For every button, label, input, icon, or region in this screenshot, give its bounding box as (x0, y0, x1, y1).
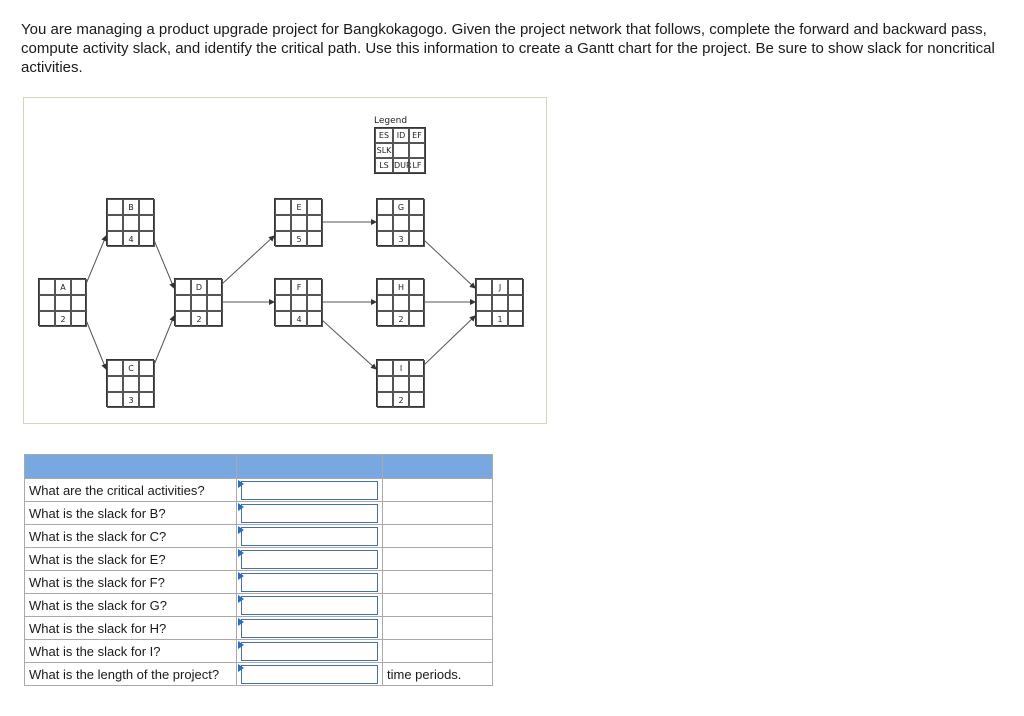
edge-a-b (86, 236, 106, 284)
node-cell (377, 279, 393, 295)
legend-cell: SLK (375, 143, 393, 158)
node-cell (107, 376, 123, 392)
answer-cell (237, 617, 383, 640)
node-cell (123, 376, 139, 392)
table-row (25, 479, 493, 502)
table-row (25, 663, 493, 686)
edge-i-j (424, 316, 475, 365)
legend-cell: LF (409, 158, 425, 173)
node-cell (275, 231, 291, 247)
activity-node-e (274, 198, 322, 246)
dropdown-marker-icon (238, 572, 244, 580)
answer-cell (237, 502, 383, 525)
node-cell (139, 376, 155, 392)
node-cell (275, 311, 291, 327)
node-cell (409, 376, 425, 392)
header-cell (237, 455, 383, 479)
answer-input[interactable] (241, 504, 378, 523)
node-cell (107, 231, 123, 247)
node-cell (307, 215, 323, 231)
suffix-cell (383, 502, 493, 525)
legend-cell: ES (375, 128, 393, 143)
node-cell (307, 311, 323, 327)
node-cell (71, 295, 87, 311)
dropdown-marker-icon (238, 480, 244, 488)
node-cell (191, 295, 207, 311)
node-cell (123, 215, 139, 231)
activity-duration: 4 (123, 231, 139, 247)
answer-cell (237, 525, 383, 548)
project-network-diagram (23, 97, 547, 424)
node-cell (107, 392, 123, 408)
node-cell (409, 215, 425, 231)
activity-duration: 2 (393, 392, 409, 408)
activity-id: B (123, 199, 139, 215)
activity-duration: 2 (393, 311, 409, 327)
node-cell (377, 311, 393, 327)
activity-id: G (393, 199, 409, 215)
activity-duration: 1 (492, 311, 508, 327)
answer-cell (237, 663, 383, 686)
answer-input[interactable] (241, 596, 378, 615)
node-cell (139, 199, 155, 215)
suffix-cell (383, 594, 493, 617)
dropdown-marker-icon (238, 664, 244, 672)
question-cell: What is the slack for H? (25, 617, 237, 640)
node-cell (409, 311, 425, 327)
node-cell (139, 392, 155, 408)
node-cell (393, 376, 409, 392)
node-cell (139, 360, 155, 376)
legend-cell: EF (409, 128, 425, 143)
table-header-row (25, 455, 493, 479)
node-cell (377, 215, 393, 231)
suffix-cell: time periods. (383, 663, 493, 686)
suffix-cell (383, 525, 493, 548)
answer-input[interactable] (241, 619, 378, 638)
node-cell (377, 376, 393, 392)
node-cell (175, 311, 191, 327)
edge-b-d (154, 240, 174, 288)
node-cell (508, 295, 524, 311)
activity-node-c (106, 359, 154, 407)
table-row (25, 502, 493, 525)
legend-cell (409, 143, 425, 158)
answer-cell (237, 640, 383, 663)
node-cell (508, 279, 524, 295)
activity-duration: 3 (123, 392, 139, 408)
activity-duration: 3 (393, 231, 409, 247)
table-row (25, 571, 493, 594)
node-cell (377, 199, 393, 215)
node-cell (307, 279, 323, 295)
activity-node-i (376, 359, 424, 407)
node-cell (291, 295, 307, 311)
network-connectors (24, 98, 546, 423)
node-cell (39, 311, 55, 327)
node-cell (307, 295, 323, 311)
answer-cell (237, 571, 383, 594)
activity-node-g (376, 198, 424, 246)
dropdown-marker-icon (238, 526, 244, 534)
activity-id: A (55, 279, 71, 295)
answer-cell (237, 479, 383, 502)
node-cell (291, 215, 307, 231)
node-cell (307, 199, 323, 215)
table-row (25, 548, 493, 571)
question-cell: What is the slack for I? (25, 640, 237, 663)
activity-duration: 2 (55, 311, 71, 327)
node-cell (71, 311, 87, 327)
activity-id: F (291, 279, 307, 295)
answer-input[interactable] (241, 481, 378, 500)
node-cell (492, 295, 508, 311)
edge-f-i (322, 320, 376, 369)
node-cell (409, 231, 425, 247)
question-cell: What is the slack for C? (25, 525, 237, 548)
legend (374, 116, 426, 174)
table-row (25, 594, 493, 617)
node-cell (476, 279, 492, 295)
node-cell (175, 295, 191, 311)
node-cell (393, 215, 409, 231)
node-cell (39, 295, 55, 311)
header-cell (383, 455, 493, 479)
node-cell (139, 231, 155, 247)
question-cell: What is the length of the project? (25, 663, 237, 686)
question-cell: What is the slack for F? (25, 571, 237, 594)
node-cell (409, 295, 425, 311)
node-cell (107, 360, 123, 376)
node-cell (275, 199, 291, 215)
node-cell (409, 199, 425, 215)
node-cell (377, 295, 393, 311)
table-row (25, 525, 493, 548)
dropdown-marker-icon (238, 641, 244, 649)
node-cell (409, 279, 425, 295)
node-cell (409, 392, 425, 408)
suffix-cell (383, 479, 493, 502)
table-row (25, 617, 493, 640)
question-cell: What is the slack for G? (25, 594, 237, 617)
activity-node-h (376, 278, 424, 326)
legend-cell (393, 143, 409, 158)
question-cell: What are the critical activities? (25, 479, 237, 502)
activity-id: C (123, 360, 139, 376)
activity-duration: 5 (291, 231, 307, 247)
header-cell (25, 455, 237, 479)
answer-cell (237, 548, 383, 571)
legend-cell: DUR (393, 158, 409, 173)
suffix-cell (383, 640, 493, 663)
edge-c-d (154, 316, 174, 365)
node-cell (377, 360, 393, 376)
node-cell (107, 215, 123, 231)
node-cell (175, 279, 191, 295)
node-cell (275, 215, 291, 231)
answer-input[interactable] (241, 573, 378, 592)
node-cell (55, 295, 71, 311)
node-cell (307, 231, 323, 247)
answer-table (24, 454, 493, 686)
dropdown-marker-icon (238, 618, 244, 626)
activity-id: D (191, 279, 207, 295)
legend-cell: ID (393, 128, 409, 143)
answer-input[interactable] (241, 642, 378, 661)
activity-id: H (393, 279, 409, 295)
node-cell (107, 199, 123, 215)
dropdown-marker-icon (238, 595, 244, 603)
legend-cell: LS (375, 158, 393, 173)
answer-input[interactable] (241, 665, 378, 684)
suffix-cell (383, 548, 493, 571)
activity-id: J (492, 279, 508, 295)
node-cell (139, 215, 155, 231)
suffix-cell (383, 571, 493, 594)
activity-id: I (393, 360, 409, 376)
node-cell (476, 311, 492, 327)
activity-node-a (38, 278, 86, 326)
node-cell (377, 392, 393, 408)
node-cell (377, 231, 393, 247)
activity-node-f (274, 278, 322, 326)
node-cell (476, 295, 492, 311)
legend-title: Legend (374, 116, 408, 126)
edge-g-j (424, 240, 475, 288)
activity-id: E (291, 199, 307, 215)
answer-cell (237, 594, 383, 617)
activity-node-b (106, 198, 154, 246)
activity-duration: 2 (191, 311, 207, 327)
answer-input[interactable] (241, 550, 378, 569)
edge-d-e (222, 236, 274, 284)
activity-node-d (174, 278, 222, 326)
question-cell: What is the slack for E? (25, 548, 237, 571)
node-cell (275, 279, 291, 295)
node-cell (71, 279, 87, 295)
dropdown-marker-icon (238, 549, 244, 557)
question-cell: What is the slack for B? (25, 502, 237, 525)
activity-node-j (475, 278, 523, 326)
node-cell (409, 360, 425, 376)
question-text: You are managing a product upgrade project for Bangkokagogo. Given the project network that follows, complete the forward and backward pass, compute activity slack, and identify the critical path. Use this information to create a Gantt chart for the project. Be sure to show slack for noncritical activities. (21, 21, 995, 76)
node-cell (393, 295, 409, 311)
node-cell (508, 311, 524, 327)
answer-input[interactable] (241, 527, 378, 546)
node-cell (275, 295, 291, 311)
legend-grid (374, 127, 426, 174)
node-cell (39, 279, 55, 295)
node-cell (207, 311, 223, 327)
node-cell (207, 279, 223, 295)
node-cell (207, 295, 223, 311)
activity-duration: 4 (291, 311, 307, 327)
edge-a-c (86, 320, 106, 369)
dropdown-marker-icon (238, 503, 244, 511)
table-row (25, 640, 493, 663)
suffix-cell (383, 617, 493, 640)
